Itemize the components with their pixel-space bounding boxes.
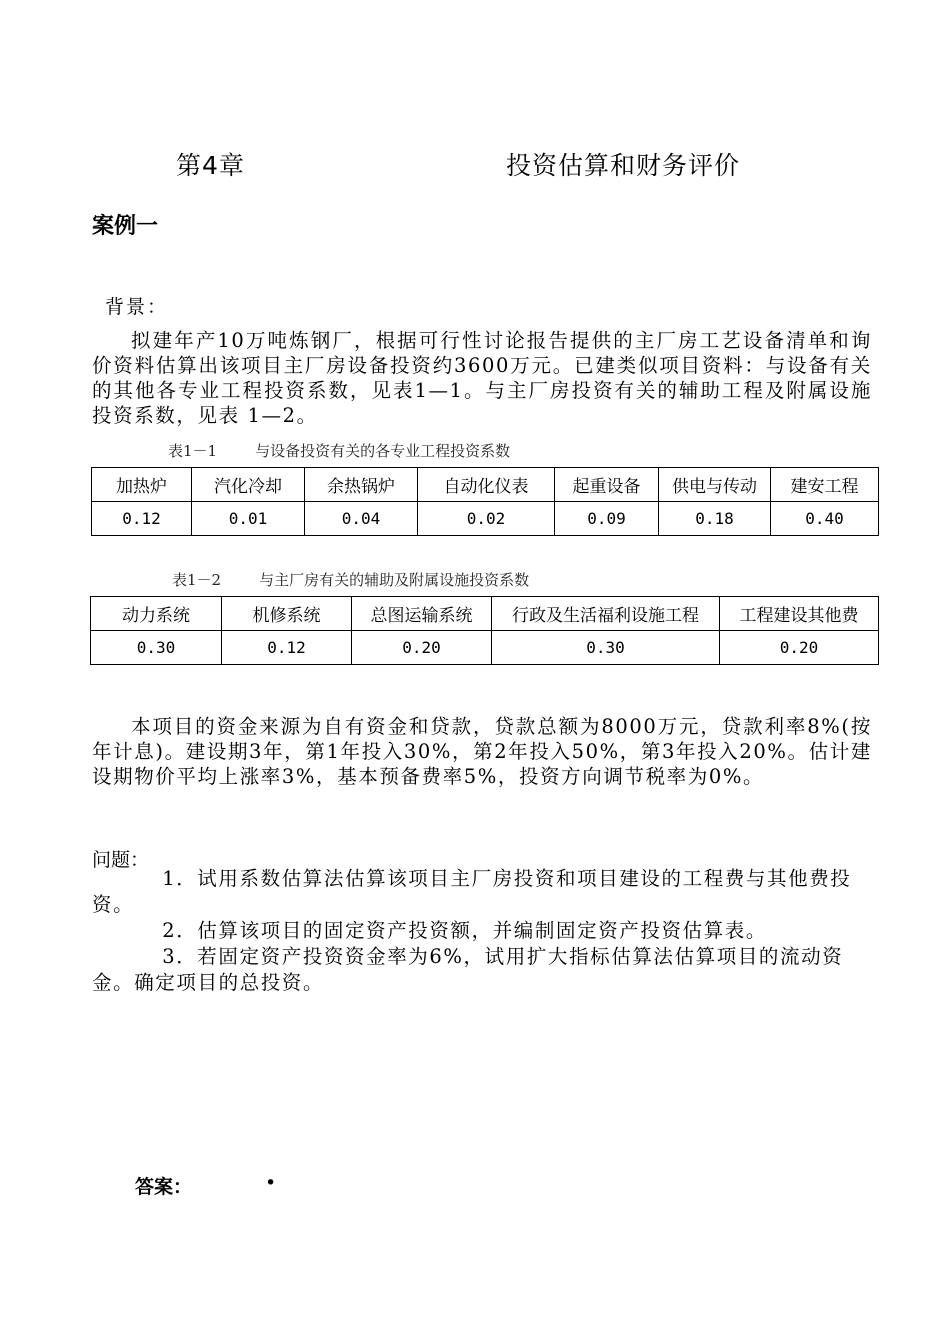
table1-title: 与设备投资有关的各专业工程投资系数 [255, 442, 511, 460]
table2-number: 表1－2 [172, 571, 222, 589]
table2-header-row [91, 597, 879, 631]
table2 [90, 596, 879, 665]
background-text: 拟建年产10万吨炼钢厂，根据可行性讨论报告提供的主厂房工艺设备清单和询价资料估算出该项目主厂房设备投资约3600万元。已建类似项目资料：与设备有关的其他各专业工程投资系数，见表1—1。与主厂房投资有关的辅助工程及附属设施投资系数，见表 1—2。 [92, 329, 872, 427]
questions-label: 问题： [92, 849, 150, 871]
table1-header: 起重设备 [555, 468, 659, 502]
question-item: 2．估算该项目的固定资产投资额，并编制固定资产投资估算表。 [162, 919, 767, 942]
table2-header: 动力系统 [91, 597, 222, 631]
table1-cell: 0.04 [305, 502, 418, 536]
funding-paragraph [92, 714, 872, 789]
table2-header: 行政及生活福利设施工程 [492, 597, 720, 631]
table1 [91, 467, 879, 536]
chapter-number: 第4章 [176, 151, 245, 180]
table1-cell: 0.09 [555, 502, 659, 536]
table2-cell: 0.30 [91, 631, 222, 665]
answer-bullet: • [265, 1172, 277, 1194]
table2-cell: 0.20 [720, 631, 879, 665]
chapter-title: 投资估算和财务评价 [506, 151, 741, 180]
background-paragraph [92, 328, 872, 428]
question-item: 3．若固定资产投资资金率为6%，试用扩大指标估算法估算项目的流动资金。确定项目的总投资。 [92, 945, 844, 994]
table2-title: 与主厂房有关的辅助及附属设施投资系数 [259, 571, 530, 589]
table1-cell: 0.40 [771, 502, 879, 536]
table1-header: 供电与传动 [659, 468, 771, 502]
table1-header: 自动化仪表 [418, 468, 555, 502]
table2-value-row [91, 631, 879, 665]
table1-cell: 0.02 [418, 502, 555, 536]
case-title: 案例一 [92, 214, 159, 239]
table2-header: 总图运输系统 [352, 597, 492, 631]
table1-number: 表1－1 [168, 442, 218, 460]
table2-caption [172, 569, 529, 590]
table1-header: 加热炉 [92, 468, 192, 502]
table2-header: 工程建设其他费 [720, 597, 879, 631]
background-label: 背景： [105, 296, 169, 318]
answer-label: 答案： [135, 1176, 193, 1198]
table2-header: 机修系统 [222, 597, 352, 631]
questions-list [92, 866, 872, 996]
table1-caption [168, 440, 510, 461]
table1-header: 建安工程 [771, 468, 879, 502]
table1-header: 汽化冷却 [192, 468, 305, 502]
table2-cell: 0.30 [492, 631, 720, 665]
table1-cell: 0.12 [92, 502, 192, 536]
question-item: 1．试用系数估算法估算该项目主厂房投资和项目建设的工程费与其他费投资。 [92, 867, 852, 916]
table2-cell: 0.20 [352, 631, 492, 665]
table1-header-row [92, 468, 879, 502]
table1-header: 余热锅炉 [305, 468, 418, 502]
table1-cell: 0.01 [192, 502, 305, 536]
table2-cell: 0.12 [222, 631, 352, 665]
funding-text: 本项目的资金来源为自有资金和贷款，贷款总额为8000万元，贷款利率8%(按年计息)。建设期3年，第1年投入30%，第2年投入50%，第3年投入20%。估计建设期物价平均上涨率3%，基本预备费率5%，投资方向调节税率为0%。 [92, 715, 872, 788]
table1-cell: 0.18 [659, 502, 771, 536]
table1-value-row [92, 502, 879, 536]
